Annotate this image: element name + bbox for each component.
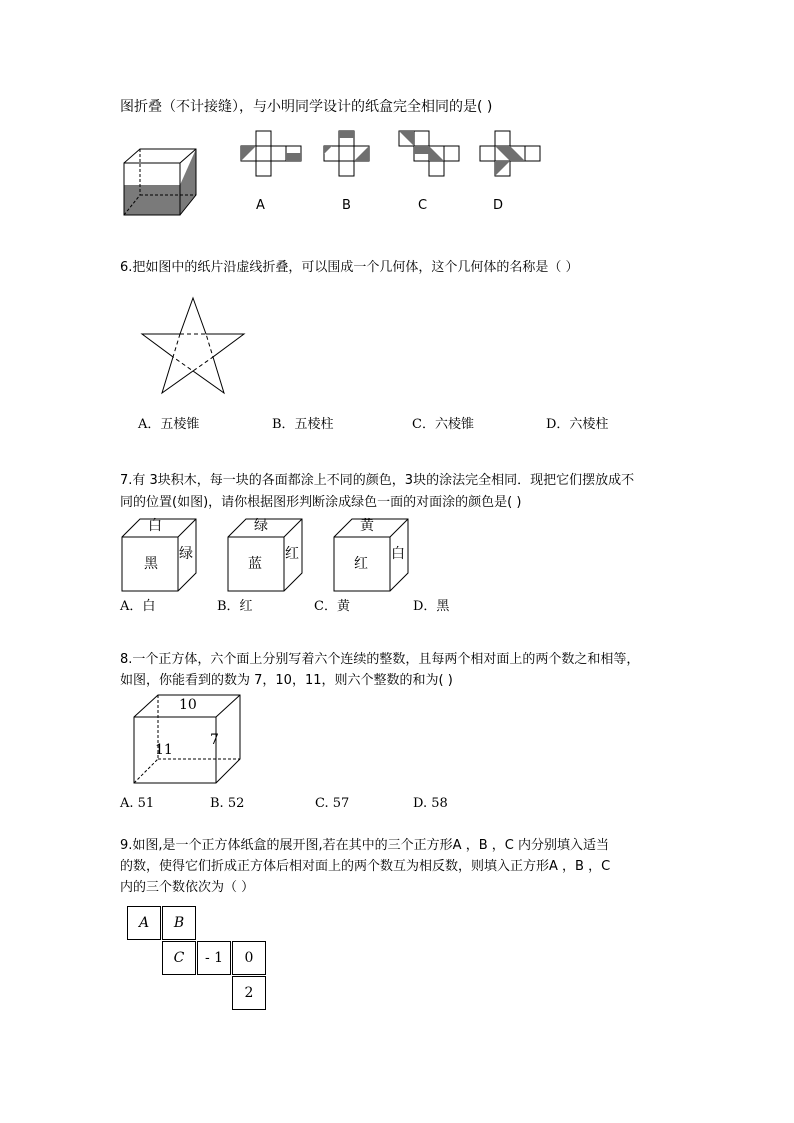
q8-line1: 8.一个正方体，六个面上分别写着六个连续的整数，且每两个相对面上的两个数之和相等， — [120, 652, 640, 667]
q7-cube-2-top: 绿 — [254, 518, 268, 534]
q5-label-c: C — [418, 198, 428, 213]
q9-cell-a: A — [127, 906, 161, 940]
q7-cube-1-side: 绿 — [179, 546, 193, 562]
q5-net-a — [240, 130, 302, 180]
q7-option-c: C．黄 — [314, 599, 350, 614]
q9-cell-two: 2 — [232, 976, 266, 1010]
q7-cube-1-top: 白 — [148, 518, 162, 534]
q7-option-a: A．白 — [120, 599, 156, 614]
q7-cube-1-front: 黑 — [144, 556, 158, 572]
q9-line1: 9.如图,是一个正方体纸盒的展开图,若在其中的三个正方形A ，B ，C 内分别填入适当 — [120, 838, 609, 853]
q5-net-b — [323, 130, 385, 180]
q8-option-a: A. 51 — [120, 796, 155, 811]
q6-option-d: D．六棱柱 — [546, 417, 609, 432]
q9-cell-zero: 0 — [232, 941, 266, 975]
q9-line2: 的数，使得它们折成正方体后相对面上的两个数互为相反数，则填入正方形A ，B ，C — [120, 859, 611, 874]
q7-cube-2-side: 红 — [285, 546, 299, 562]
q8-cube-front: 11 — [155, 742, 173, 758]
q8-cube-top: 10 — [179, 697, 197, 713]
q9-cell-b: B — [162, 906, 196, 940]
q9-line3: 内的三个数依次为（ ） — [120, 880, 255, 895]
q6-text: 6.把如图中的纸片沿虚线折叠，可以围成一个几何体，这个几何体的名称是（ ） — [120, 260, 579, 275]
q8-cube-side: 7 — [210, 732, 219, 748]
q8-option-d: D. 58 — [413, 796, 448, 811]
q5-label-b: B — [342, 198, 351, 213]
q9-cell-neg1: - 1 — [197, 941, 231, 975]
q9-cell-c: C — [162, 941, 196, 975]
q7-cube-3-top: 黄 — [360, 518, 374, 534]
q5-label-a: A — [256, 198, 265, 213]
q8-option-b: B. 52 — [210, 796, 245, 811]
q5-label-d: D — [493, 198, 504, 213]
q7-cube-3-front: 红 — [354, 556, 368, 572]
q8-option-c: C. 57 — [315, 796, 350, 811]
q7-line1: 7.有 3块积木，每一块的各面都涂上不同的颜色，3块的涂法完全相同．现把它们摆放成不 — [120, 473, 635, 488]
q5-net-d — [479, 130, 541, 180]
q8-line2: 如图，你能看到的数为 7，10，11，则六个整数的和为( ) — [120, 673, 453, 688]
q7-option-b: B．红 — [217, 599, 253, 614]
q6-option-c: C．六棱锥 — [412, 417, 474, 432]
q7-cube-2-front: 蓝 — [248, 556, 262, 572]
q6-option-a: A．五棱锥 — [138, 417, 200, 432]
q7-cube-3-side: 白 — [391, 546, 405, 562]
q5-net-c — [398, 130, 462, 180]
q5-cube-figure — [118, 143, 202, 218]
q6-star-figure — [140, 296, 246, 396]
q5-text: 图折叠（不计接缝），与小明同学设计的纸盒完全相同的是( ) — [120, 99, 493, 115]
q6-option-b: B．五棱柱 — [272, 417, 334, 432]
q7-option-d: D．黑 — [413, 599, 450, 614]
q7-line2: 同的位置(如图)，请你根据图形判断涂成绿色一面的对面涂的颜色是( ) — [120, 495, 522, 510]
